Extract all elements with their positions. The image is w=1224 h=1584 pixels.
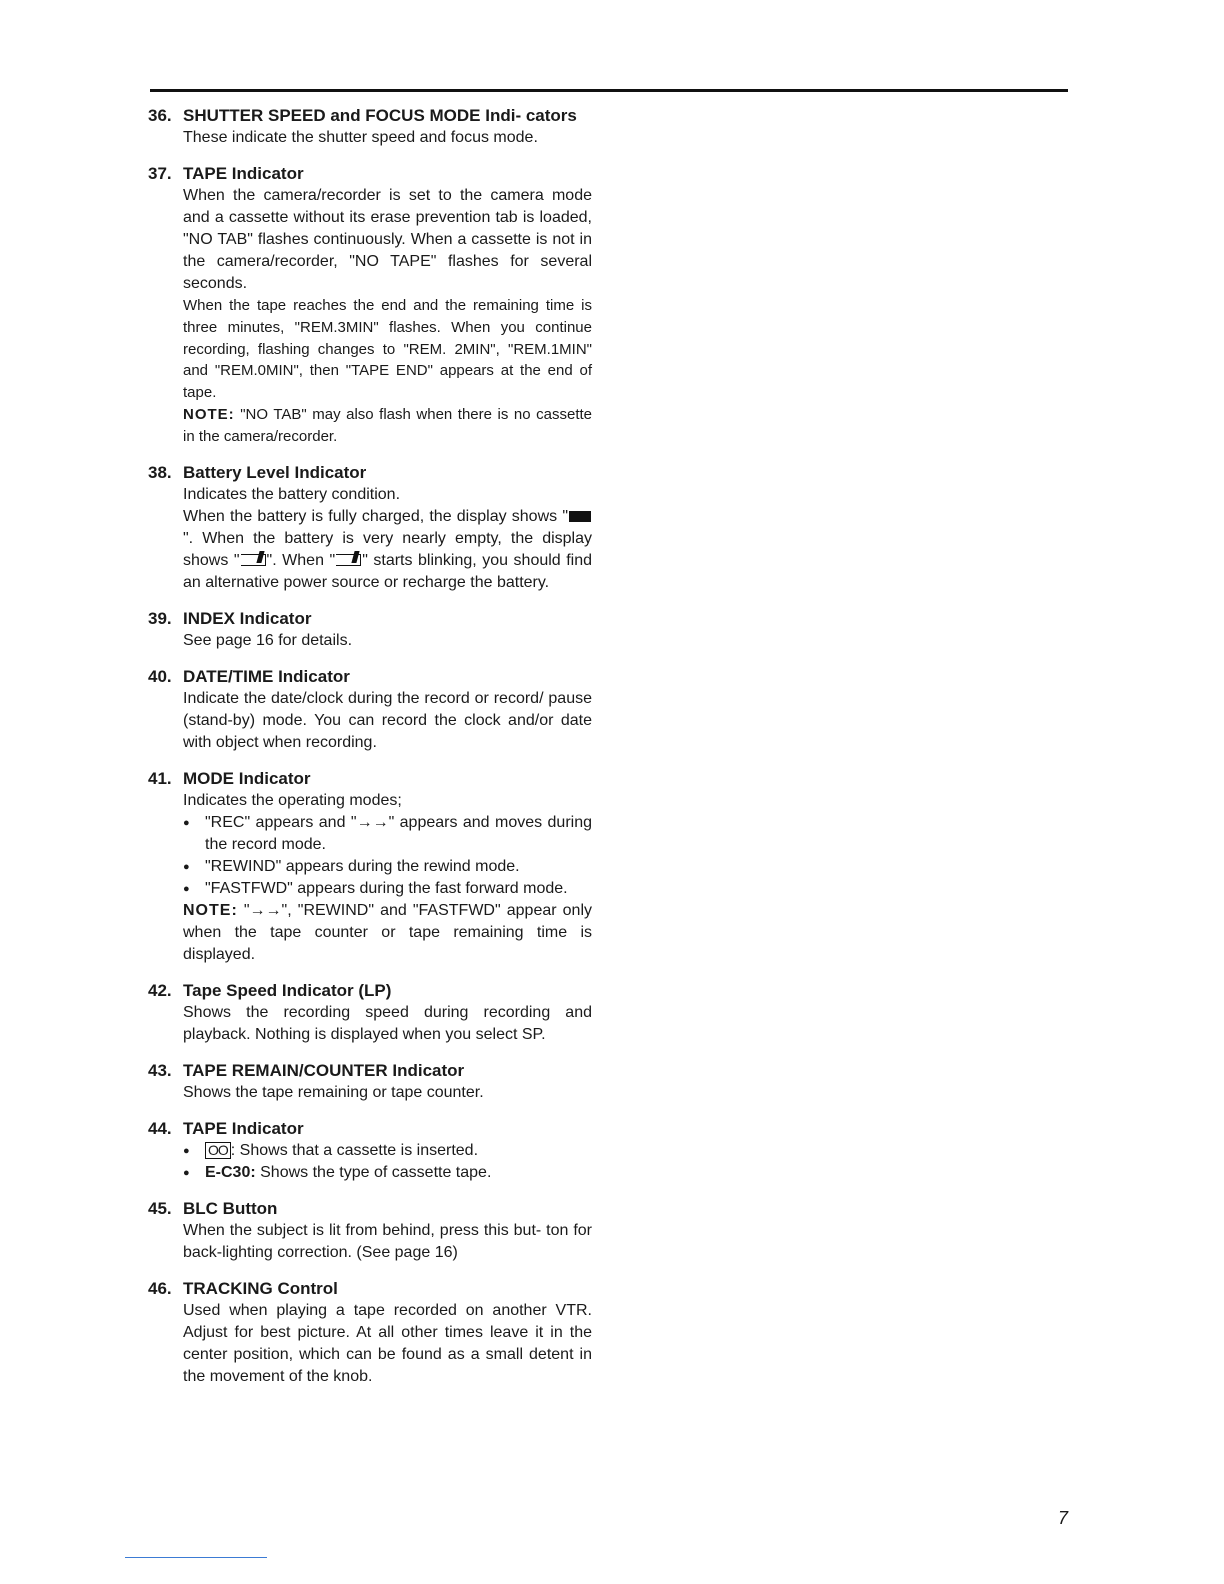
item-body: See page 16 for details. [183, 631, 353, 649]
battery-text-a: When the battery is fully charged, the display shows " [183, 507, 568, 525]
item-title: TAPE Indicator [183, 1118, 304, 1138]
battery-empty-icon [241, 554, 266, 566]
bullet-icon: ● [183, 860, 190, 873]
indicator-list [148, 105, 592, 1402]
item-title: SHUTTER SPEED and FOCUS MODE Indi- cators [183, 106, 577, 125]
bullet-icon: ● [183, 882, 190, 895]
item-41 [148, 768, 592, 966]
item-38 [148, 462, 592, 594]
item-title: DATE/TIME Indicator [183, 666, 350, 686]
note-label: NOTE: [183, 901, 238, 919]
item-number: 36. [148, 106, 172, 125]
item-body: Shows the tape remaining or tape counter. [183, 1083, 484, 1101]
note-text: "→→", "REWIND" and "FASTFWD" appear only when the tape counter or tape remaining time is displayed. [183, 901, 593, 963]
item-body: Used when playing a tape recorded on another VTR. Adjust for best picture. At all other times leave it in the center position, which can be found as a small detent in the movement of the knob. [183, 1301, 592, 1385]
item-number: 38. [148, 462, 172, 482]
bottom-link-underline [125, 1557, 267, 1558]
list-item [183, 878, 592, 900]
item-46 [148, 1278, 592, 1388]
item-43 [148, 1060, 592, 1104]
item-40 [148, 666, 592, 754]
item-title: MODE Indicator [183, 768, 311, 788]
page-number: 7 [1058, 1508, 1069, 1528]
list-item-text: : Shows that a cassette is inserted. [230, 1141, 479, 1159]
battery-text-b: ". When the battery is very nearly empty, the display shows " [183, 529, 592, 569]
list-item-text: "REWIND" appears during the rewind mode. [205, 857, 520, 875]
bullet-icon: ● [183, 1166, 190, 1179]
item-title: Battery Level Indicator [183, 462, 367, 482]
battery-text-c: ". When " [266, 551, 336, 569]
item-title: BLC Button [183, 1198, 278, 1218]
item-number: 42. [148, 980, 172, 1000]
list-item [183, 812, 592, 856]
bullet-icon: ● [183, 816, 190, 829]
item-title: INDEX Indicator [183, 608, 312, 628]
top-rule [150, 89, 1068, 92]
list-item-text: Shows the type of cassette tape. [255, 1163, 492, 1181]
list-item [183, 1162, 592, 1184]
battery-empty-icon [336, 554, 361, 566]
battery-full-icon [569, 511, 591, 522]
item-number: 41. [148, 768, 172, 788]
item-body: Shows the recording speed during recording and playback. Nothing is displayed when you select SP. [183, 1003, 592, 1043]
item-body: Indicates the battery condition. [183, 485, 401, 503]
item-39 [148, 608, 592, 652]
item-title: Tape Speed Indicator (LP) [183, 980, 392, 1000]
item-body: Indicates the operating modes; [183, 791, 402, 809]
item-body: When the subject is lit from behind, press this but- ton for back-lighting correction. (See page 16) [183, 1221, 592, 1261]
list-item-text: "REC" appears and "→→" appears and moves during the record mode. [205, 813, 592, 853]
item-note [183, 404, 592, 448]
item-37 [148, 163, 592, 448]
item-number: 37. [148, 164, 172, 183]
item-42 [148, 980, 592, 1046]
item-36 [148, 105, 592, 149]
item-44 [148, 1118, 592, 1184]
item-number: 45. [148, 1198, 172, 1218]
item-body: Indicate the date/clock during the record or record/ pause (stand-by) mode. You can record the clock and/or date with object when recording. [183, 689, 592, 751]
item-number: 43. [148, 1060, 172, 1080]
list-item [183, 856, 592, 878]
cassette-type-label: E-C30: [205, 1163, 256, 1181]
item-title: TAPE REMAIN/COUNTER Indicator [183, 1060, 465, 1080]
item-number: 39. [148, 608, 172, 628]
item-title: TAPE Indicator [183, 164, 304, 183]
battery-description [183, 506, 592, 594]
item-note [183, 900, 592, 966]
cassette-icon: OO [205, 1142, 231, 1159]
item-body: When the camera/recorder is set to the camera mode and a cassette without its erase prevention tab is loaded, "NO TAB" flashes continuously. When a cassette is not in the camera/recorder, "NO TAPE" flashes for several seconds. [183, 187, 592, 292]
item-45 [148, 1198, 592, 1264]
item-number: 46. [148, 1278, 172, 1298]
list-item-text: "FASTFWD" appears during the fast forward mode. [205, 879, 568, 897]
item-body-secondary: When the tape reaches the end and the remaining time is three minutes, "REM.3MIN" flashes. When you continue recording, flashing changes to "REM. 2MIN", "REM.1MIN" and "REM.0MIN", then "TAPE END" appears at the end of tape. [183, 297, 592, 402]
item-body: These indicate the shutter speed and focus mode. [183, 129, 538, 146]
battery-text-d: " starts blinking, you should find an alternative power source or recharge the battery. [183, 551, 592, 591]
list-item [183, 1140, 592, 1162]
item-number: 40. [148, 666, 172, 686]
item-number: 44. [148, 1118, 172, 1138]
item-title: TRACKING Control [183, 1278, 338, 1298]
note-label: NOTE: [183, 405, 235, 423]
bullet-icon: ● [183, 1144, 190, 1157]
note-text: "NO TAB" may also flash when there is no cassette in the camera/recorder. [183, 405, 592, 445]
